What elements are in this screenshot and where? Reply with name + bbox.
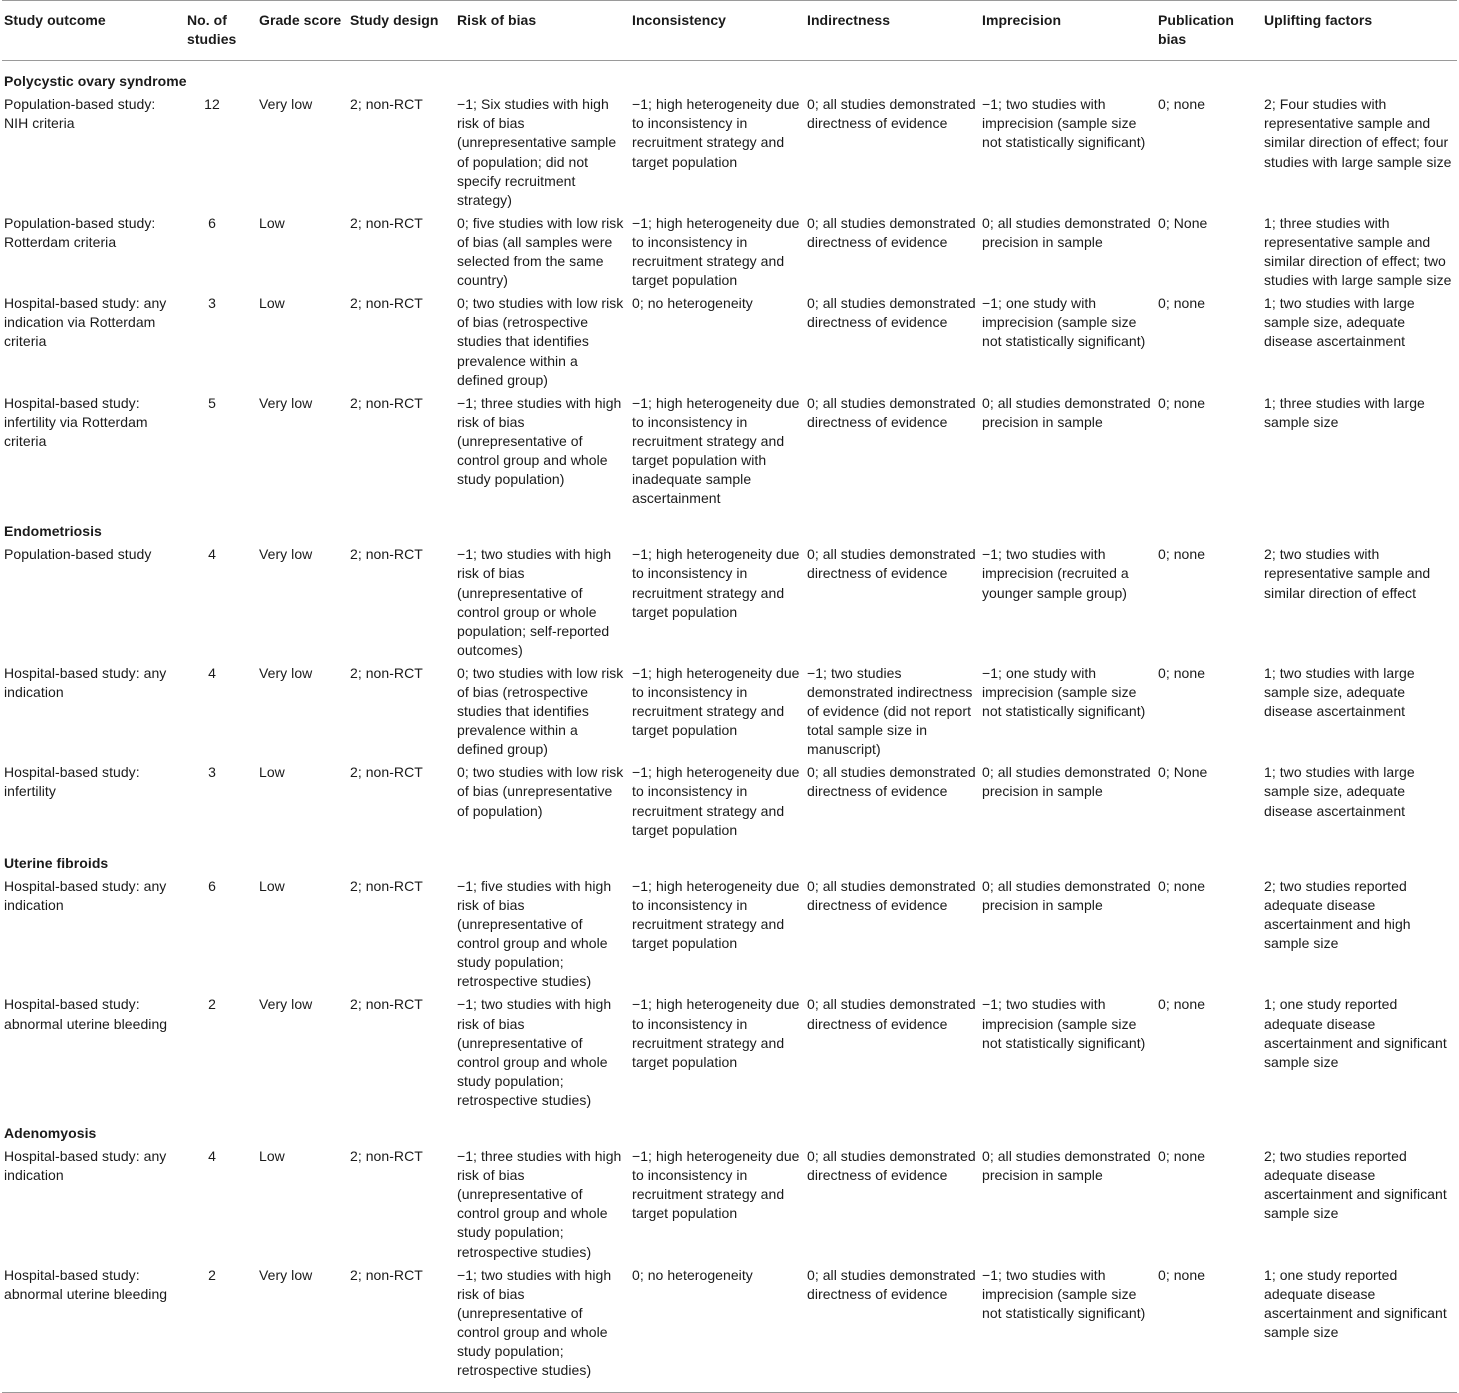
cell-publication-bias: 0; none [1158,877,1206,894]
cell-inconsistency: −1; high heterogeneity due to inconsistency in recruitment strategy and target population [632,996,800,1070]
cell-imprecision: 0; all studies demonstrated precision in sample [982,877,1151,913]
cell-risk-of-bias: 0; two studies with low risk of bias (unrepresentative of population) [457,764,624,819]
cell-publication-bias: 0; none [1158,96,1206,113]
cell-imprecision: −1; two studies with imprecision (sample size not statistically significant) [980,1266,1156,1393]
cell-study-design: 2; non-RCT [350,664,423,681]
cell-no-of-studies: 2 [185,1266,257,1393]
cell-uplifting-factors: 2; two studies reported adequate disease ascertainment and significant sample size [1264,1148,1447,1222]
cell-no-of-studies: 6 [208,214,216,231]
cell-no-of-studies: 3 [208,764,216,781]
cell-risk-of-bias: 0; five studies with low risk of bias (all samples were selected from the same country) [457,214,624,289]
header-risk-of-bias: Risk of bias [455,1,630,61]
cell-grade-score: Low [259,764,285,781]
cell-risk-of-bias: −1; two studies with high risk of bias (unrepresentative of control group and whole study population; retrospective studies) [455,1266,630,1393]
cell-study-design: 2; non-RCT [350,877,423,894]
section-title: Endometriosis [4,523,102,540]
cell-imprecision: 0; all studies demonstrated precision in sample [982,1148,1151,1184]
table-row [2,1266,1457,1393]
cell-inconsistency: −1; high heterogeneity due to inconsistency in recruitment strategy and target population with inadequate sample ascertainment [632,394,800,507]
cell-publication-bias: 0; none [1156,1266,1262,1393]
table-row [2,664,1457,763]
table-body [2,61,1457,1393]
table-row [2,394,1457,513]
header-inconsistency: Inconsistency [630,1,805,61]
cell-indirectness: 0; all studies demonstrated directness of evidence [807,996,976,1032]
cell-uplifting-factors: 1; two studies with large sample size, adequate disease ascertainment [1264,764,1415,819]
cell-risk-of-bias: −1; two studies with high risk of bias (unrepresentative of control group and whole study population; retrospective studies) [457,996,612,1108]
cell-inconsistency: −1; high heterogeneity due to inconsistency in recruitment strategy and target population [632,877,800,952]
table-header [2,1,1457,61]
table-row [2,545,1457,664]
section-row [2,61,1457,96]
header-grade-score: Grade score [257,1,348,61]
cell-publication-bias: 0; none [1158,996,1206,1013]
section-row [2,844,1457,877]
cell-indirectness: 0; all studies demonstrated directness of evidence [807,394,976,430]
cell-grade-score: Very low [257,1266,348,1393]
cell-grade-score: Very low [259,664,313,681]
cell-grade-score: Low [259,1148,285,1165]
cell-no-of-studies: 3 [208,295,216,312]
section-row [2,1114,1457,1147]
cell-study-outcome: Hospital-based study: infertility via Rotterdam criteria [4,394,148,449]
cell-imprecision: 0; all studies demonstrated precision in sample [982,394,1151,430]
cell-uplifting-factors: 1; two studies with large sample size, adequate disease ascertainment [1264,295,1415,350]
cell-risk-of-bias: 0; two studies with low risk of bias (retrospective studies that identifies prevalence within a defined group) [457,664,624,758]
cell-imprecision: 0; all studies demonstrated precision in sample [982,764,1151,800]
cell-study-outcome: Hospital-based study: any indication [4,1148,167,1184]
cell-study-outcome: Population-based study: NIH criteria [4,96,156,132]
cell-inconsistency: −1; high heterogeneity due to inconsistency in recruitment strategy and target population [632,214,800,289]
cell-study-design: 2; non-RCT [350,96,423,113]
cell-inconsistency: −1; high heterogeneity due to inconsistency in recruitment strategy and target population [632,764,800,838]
cell-indirectness: 0; all studies demonstrated directness of evidence [807,214,976,250]
header-study-design: Study design [348,1,455,61]
cell-study-design: 2; non-RCT [350,546,423,563]
header-uplifting-factors: Uplifting factors [1262,1,1457,61]
cell-uplifting-factors: 1; one study reported adequate disease ascertainment and significant sample size [1262,1266,1457,1393]
cell-inconsistency: 0; no heterogeneity [632,295,753,312]
cell-inconsistency: 0; no heterogeneity [630,1266,805,1393]
cell-indirectness: 0; all studies demonstrated directness of evidence [807,1148,976,1184]
cell-indirectness: 0; all studies demonstrated directness of evidence [807,877,976,913]
cell-grade-score: Very low [259,394,313,411]
cell-risk-of-bias: −1; three studies with high risk of bias (unrepresentative of control group and whole study population) [457,394,622,488]
cell-grade-score: Very low [259,546,313,563]
cell-uplifting-factors: 1; three studies with representative sample and similar direction of effect; two studies with large sample size [1264,214,1452,289]
cell-study-outcome: Population-based study: Rotterdam criteria [4,214,156,250]
cell-study-outcome: Hospital-based study: infertility [4,764,140,800]
cell-study-design: 2; non-RCT [350,295,423,312]
table-row [2,294,1457,393]
cell-inconsistency: −1; high heterogeneity due to inconsistency in recruitment strategy and target population [632,546,800,620]
section-title: Polycystic ovary syndrome [4,73,187,90]
cell-risk-of-bias: −1; two studies with high risk of bias (unrepresentative of control group or whole population; self-reported outcomes) [457,546,612,658]
cell-imprecision: −1; one study with imprecision (sample size not statistically significant) [982,295,1146,350]
cell-uplifting-factors: 2; two studies reported adequate disease ascertainment and high sample size [1264,877,1411,952]
cell-uplifting-factors: 1; one study reported adequate disease ascertainment and significant sample size [1264,996,1447,1070]
section-title: Uterine fibroids [4,854,109,871]
cell-indirectness: 0; all studies demonstrated directness of evidence [807,764,976,800]
cell-risk-of-bias: 0; two studies with low risk of bias (retrospective studies that identifies prevalence within a defined group) [457,295,624,388]
cell-inconsistency: −1; high heterogeneity due to inconsistency in recruitment strategy and target population [632,96,800,170]
cell-uplifting-factors: 1; two studies with large sample size, adequate disease ascertainment [1264,664,1415,720]
cell-study-design: 2; non-RCT [348,1266,455,1393]
header-publication-bias: Publication bias [1156,1,1262,61]
cell-no-of-studies: 4 [208,664,216,681]
grade-evidence-table [2,0,1457,1393]
cell-study-design: 2; non-RCT [350,214,423,231]
header-study-outcome: Study outcome [2,1,185,61]
cell-publication-bias: 0; none [1158,546,1206,563]
header-imprecision: Imprecision [980,1,1156,61]
cell-indirectness: 0; all studies demonstrated directness of evidence [807,295,976,331]
cell-no-of-studies: 6 [208,877,216,894]
table-row [2,877,1457,996]
header-row [2,1,1457,61]
cell-publication-bias: 0; None [1158,764,1208,781]
cell-publication-bias: 0; none [1158,1148,1206,1165]
cell-imprecision: −1; two studies with imprecision (sample size not statistically significant) [982,96,1146,151]
cell-risk-of-bias: −1; Six studies with high risk of bias (unrepresentative sample of population; did not specify recruitment strategy) [457,96,617,208]
cell-grade-score: Low [259,214,285,231]
cell-publication-bias: 0; none [1158,295,1206,312]
section-row [2,512,1457,545]
cell-grade-score: Low [259,877,285,894]
cell-grade-score: Very low [259,996,313,1013]
cell-study-outcome: Hospital-based study: abnormal uterine bleeding [2,1266,185,1393]
cell-no-of-studies: 4 [208,546,216,563]
cell-uplifting-factors: 2; two studies with representative sample and similar direction of effect [1264,546,1431,601]
header-no-of-studies: No. of studies [185,1,257,61]
cell-study-outcome: Hospital-based study: any indication [4,664,167,700]
section-title: Adenomyosis [4,1124,97,1141]
cell-no-of-studies: 12 [204,96,220,113]
cell-study-outcome: Hospital-based study: abnormal uterine bleeding [4,996,168,1032]
cell-study-design: 2; non-RCT [350,1148,423,1165]
cell-indirectness: 0; all studies demonstrated directness of evidence [805,1266,980,1393]
table-row [2,1147,1457,1266]
cell-inconsistency: −1; high heterogeneity due to inconsistency in recruitment strategy and target population [632,664,800,739]
cell-study-design: 2; non-RCT [350,394,423,411]
cell-publication-bias: 0; None [1158,214,1208,231]
cell-uplifting-factors: 1; three studies with large sample size [1264,394,1425,430]
cell-study-outcome: Hospital-based study: any indication [4,877,167,913]
cell-no-of-studies: 5 [208,394,216,411]
cell-publication-bias: 0; none [1158,394,1206,411]
header-indirectness: Indirectness [805,1,980,61]
cell-risk-of-bias: −1; three studies with high risk of bias (unrepresentative of control group and whole study population; retrospective studies) [457,1148,622,1260]
cell-indirectness: 0; all studies demonstrated directness of evidence [807,546,976,582]
cell-indirectness: 0; all studies demonstrated directness of evidence [807,96,976,132]
cell-imprecision: −1; one study with imprecision (sample size not statistically significant) [982,664,1146,720]
table-row [2,95,1457,214]
table-row [2,995,1457,1114]
cell-risk-of-bias: −1; five studies with high risk of bias (unrepresentative of control group and whole study population; retrospective studies) [457,877,612,990]
table-row [2,214,1457,294]
cell-grade-score: Very low [259,96,313,113]
cell-study-outcome: Population-based study [4,546,152,563]
cell-inconsistency: −1; high heterogeneity due to inconsistency in recruitment strategy and target population [632,1148,800,1222]
cell-no-of-studies: 2 [208,996,216,1013]
table-row [2,763,1457,843]
cell-imprecision: −1; two studies with imprecision (recruited a younger sample group) [982,546,1129,601]
cell-publication-bias: 0; none [1158,664,1206,681]
cell-study-outcome: Hospital-based study: any indication via Rotterdam criteria [4,295,167,350]
cell-imprecision: −1; two studies with imprecision (sample size not statistically significant) [982,996,1146,1051]
cell-grade-score: Low [259,295,285,312]
cell-study-design: 2; non-RCT [350,996,423,1013]
cell-imprecision: 0; all studies demonstrated precision in sample [982,214,1151,250]
cell-indirectness: −1; two studies demonstrated indirectness of evidence (did not report total sample size in manuscript) [807,664,973,758]
cell-no-of-studies: 4 [208,1148,216,1165]
cell-study-design: 2; non-RCT [350,764,423,781]
cell-uplifting-factors: 2; Four studies with representative sample and similar direction of effect; four studies with large sample size [1264,96,1452,170]
